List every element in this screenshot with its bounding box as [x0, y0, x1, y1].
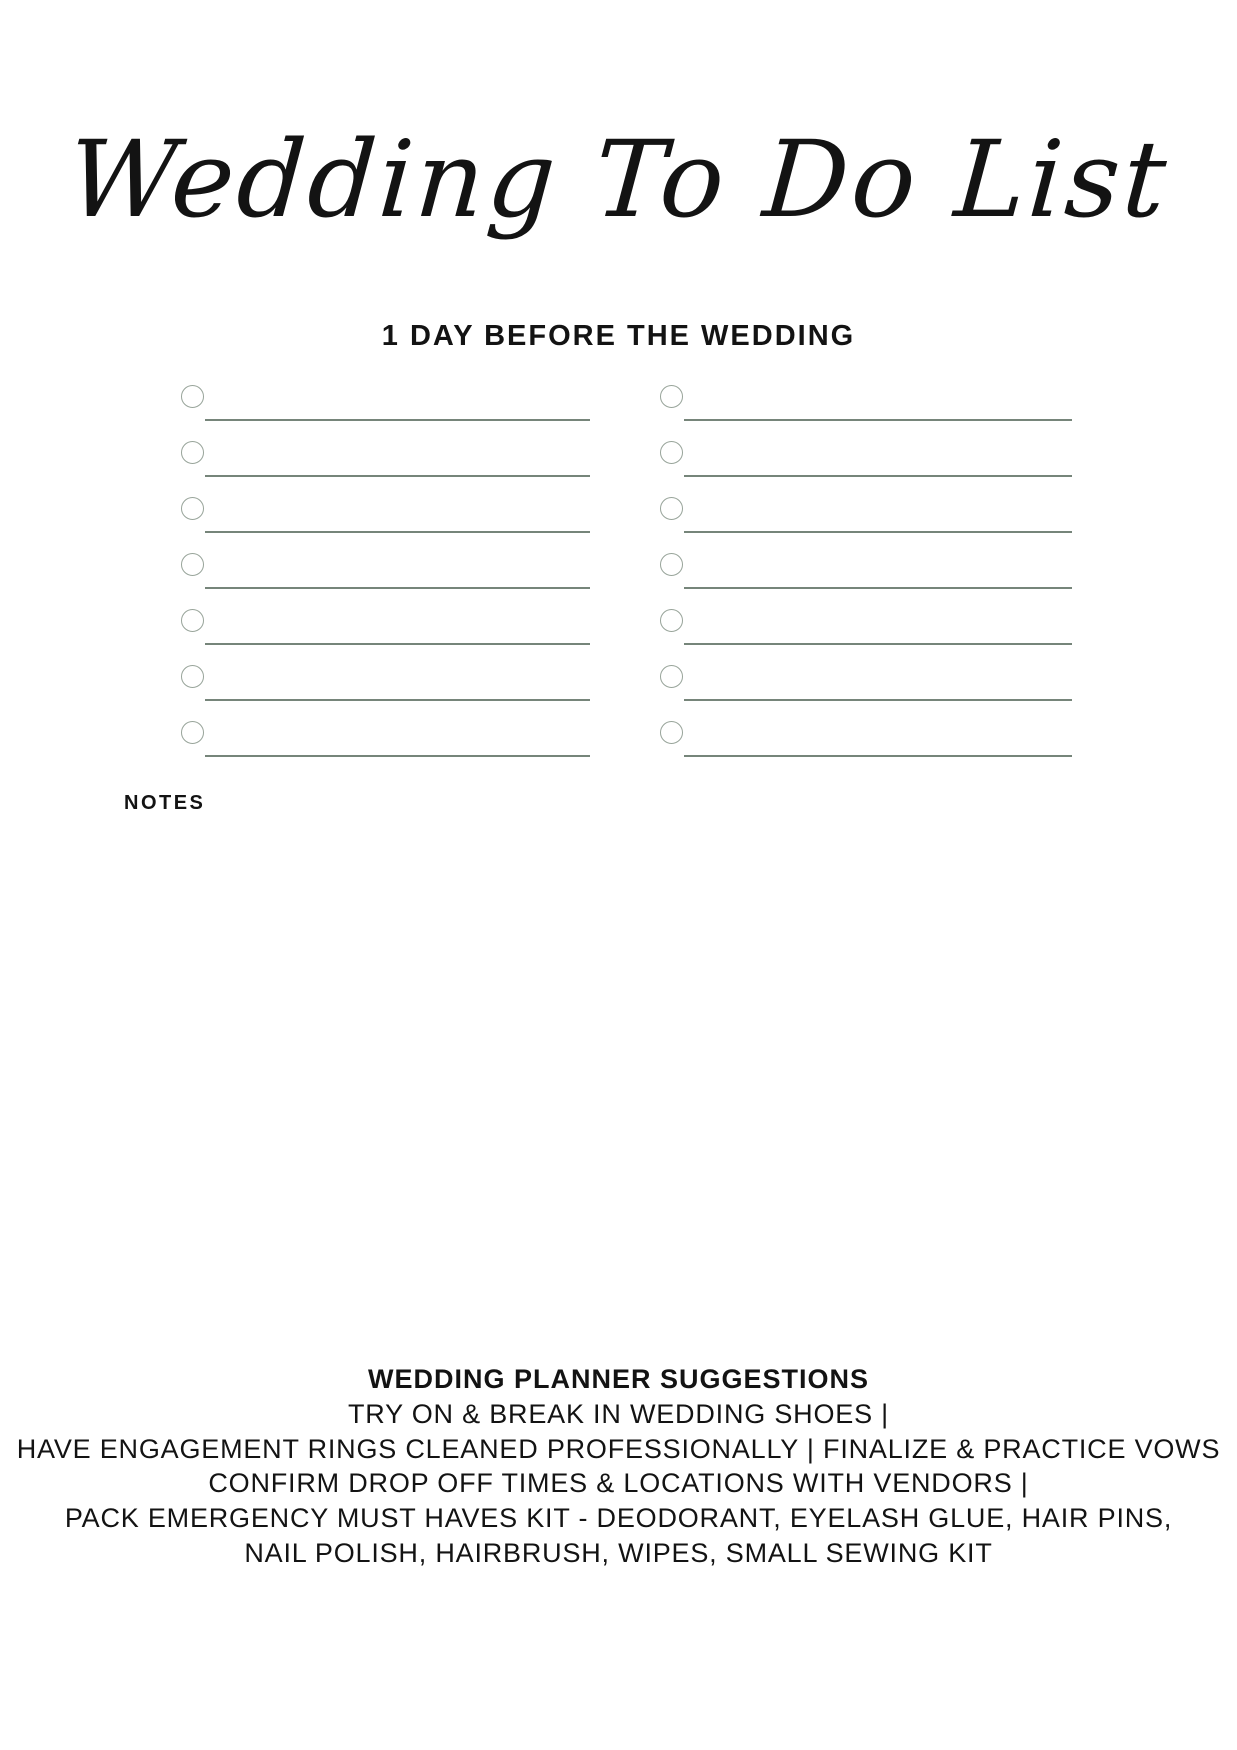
- task-write-line: [684, 587, 1072, 589]
- checkbox-circle[interactable]: [660, 609, 683, 632]
- task-write-line: [205, 531, 590, 533]
- checklist-row: [660, 609, 1072, 646]
- checkbox-circle[interactable]: [660, 553, 683, 576]
- checkbox-circle[interactable]: [660, 721, 683, 744]
- checklist-column-right: [660, 385, 1072, 758]
- suggestion-line: CONFIRM DROP OFF TIMES & LOCATIONS WITH VENDORS |: [208, 1468, 1029, 1499]
- checkbox-circle[interactable]: [181, 441, 204, 464]
- suggestions-heading: WEDDING PLANNER SUGGESTIONS: [367, 1364, 870, 1394]
- task-write-line: [684, 419, 1072, 421]
- checklist-row: [181, 553, 590, 590]
- task-entry-text[interactable]: [688, 559, 1072, 587]
- planner-suggestions: [0, 1362, 1237, 1571]
- task-entry-text[interactable]: [209, 727, 590, 755]
- checklist-row: [181, 721, 590, 758]
- task-entry-text[interactable]: [688, 615, 1072, 643]
- task-write-line: [205, 699, 590, 701]
- checkbox-circle[interactable]: [181, 385, 204, 408]
- checklist-row: [660, 721, 1072, 758]
- checklist-column-left: [181, 385, 590, 758]
- page-subtitle: 1 DAY BEFORE THE WEDDING: [381, 320, 856, 352]
- task-entry-text[interactable]: [209, 447, 590, 475]
- suggestion-line: NAIL POLISH, HAIRBRUSH, WIPES, SMALL SEWING KIT: [244, 1537, 993, 1568]
- task-write-line: [684, 643, 1072, 645]
- checklist-row: [660, 441, 1072, 478]
- page-title: Wedding To Do List: [64, 118, 1173, 241]
- checklist-row: [181, 441, 590, 478]
- checklist-row: [660, 553, 1072, 590]
- checkbox-circle[interactable]: [181, 497, 204, 520]
- checkbox-circle[interactable]: [181, 553, 204, 576]
- task-entry-text[interactable]: [209, 671, 590, 699]
- checkbox-circle[interactable]: [660, 385, 683, 408]
- checkbox-circle[interactable]: [660, 497, 683, 520]
- suggestion-line: HAVE ENGAGEMENT RINGS CLEANED PROFESSIONALLY | FINALIZE & PRACTICE VOWS: [16, 1433, 1221, 1464]
- checklist-row: [660, 665, 1072, 702]
- task-entry-text[interactable]: [209, 391, 590, 419]
- task-write-line: [684, 699, 1072, 701]
- suggestion-line: TRY ON & BREAK IN WEDDING SHOES |: [347, 1398, 889, 1429]
- checklist-row: [660, 385, 1072, 422]
- task-write-line: [684, 475, 1072, 477]
- task-entry-text[interactable]: [209, 503, 590, 531]
- task-write-line: [205, 475, 590, 477]
- task-write-line: [205, 419, 590, 421]
- task-entry-text[interactable]: [688, 391, 1072, 419]
- checkbox-circle[interactable]: [181, 721, 204, 744]
- task-entry-text[interactable]: [209, 615, 590, 643]
- checklist-row: [181, 497, 590, 534]
- checkbox-circle[interactable]: [660, 665, 683, 688]
- checklist-row: [660, 497, 1072, 534]
- checkbox-circle[interactable]: [181, 665, 204, 688]
- notes-label: NOTES: [124, 792, 206, 814]
- checklist-row: [181, 665, 590, 702]
- task-write-line: [205, 643, 590, 645]
- task-write-line: [684, 755, 1072, 757]
- checkbox-circle[interactable]: [181, 609, 204, 632]
- task-entry-text[interactable]: [209, 559, 590, 587]
- task-entry-text[interactable]: [688, 503, 1072, 531]
- checklist-row: [181, 385, 590, 422]
- suggestion-line: PACK EMERGENCY MUST HAVES KIT - DEODORANT, EYELASH GLUE, HAIR PINS,: [64, 1503, 1173, 1534]
- task-write-line: [205, 755, 590, 757]
- checkbox-circle[interactable]: [660, 441, 683, 464]
- task-entry-text[interactable]: [688, 727, 1072, 755]
- task-write-line: [205, 587, 590, 589]
- task-entry-text[interactable]: [688, 671, 1072, 699]
- checklist-row: [181, 609, 590, 646]
- task-write-line: [684, 531, 1072, 533]
- notes-writing-area[interactable]: [124, 832, 1114, 1312]
- task-entry-text[interactable]: [688, 447, 1072, 475]
